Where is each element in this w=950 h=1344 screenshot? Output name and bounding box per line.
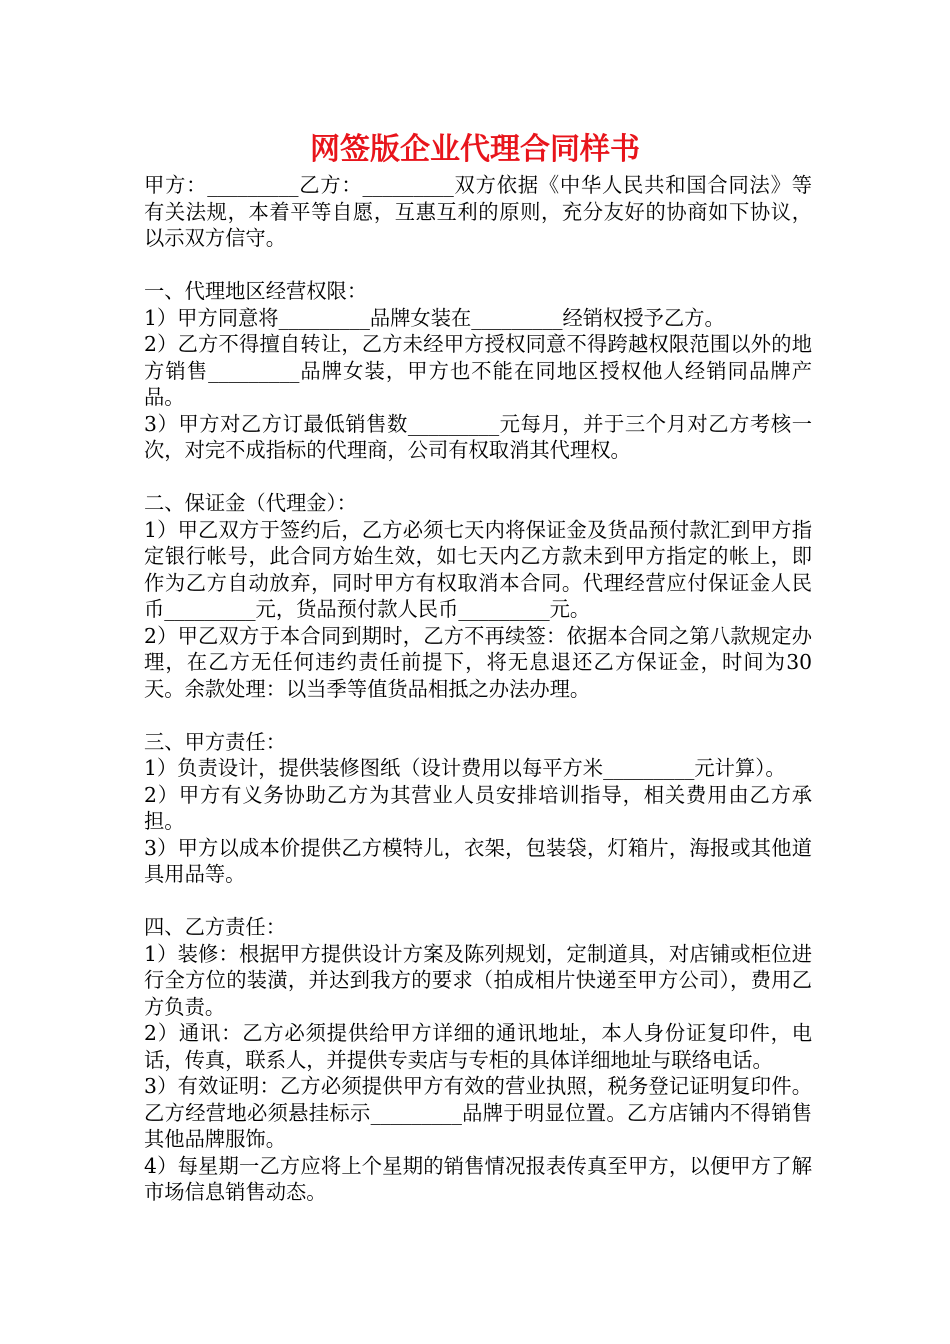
section-agency-region [144,278,812,464]
section-party-a-duties [144,729,812,888]
section-heading: 三、甲方责任： [144,729,286,754]
clause: 1）甲方同意将_________品牌女装在_________经销权授予乙方。 [144,305,725,330]
clause: 1）甲乙双方于签约后，乙方必须七天内将保证金及货品预付款汇到甲方指定银行帐号，此合同方始生效，如七天内乙方款未到甲方指定的帐上，即作为乙方自动放弃，同时甲方有权取消本合同。代理经营应付保证金人民币_________元，货品预付款人民币_________元。 [144,517,812,621]
page-title: 网签版企业代理合同样书 [310,132,640,167]
contract-body [144,172,812,1206]
clause: 1）装修：根据甲方提供设计方案及陈列规划，定制道具，对店铺或柜位进行全方位的装潢，并达到我方的要求（拍成相片快递至甲方公司），费用乙方负责。 [144,941,812,1019]
clause: 3）甲方以成本价提供乙方模特儿，衣架，包装袋，灯箱片，海报或其他道具用品等。 [144,835,812,886]
section-spacer [144,888,812,915]
section-spacer [144,464,812,491]
clause: 1）负责设计，提供装修图纸（设计费用以每平方米_________元计算）。 [144,756,786,780]
section-deposit [144,490,812,702]
section-party-b-duties [144,914,812,1206]
clause: 3）有效证明：乙方必须提供甲方有效的营业执照，税务登记证明复印件。乙方经营地必须悬挂标示_________品牌于明显位置。乙方店铺内不得销售其他品牌服饰。 [144,1074,812,1151]
section-spacer [144,702,812,729]
clause: 4）每星期一乙方应将上个星期的销售情况报表传真至甲方，以便甲方了解市场信息销售动态。 [144,1153,812,1204]
section-spacer [144,252,812,279]
clause: 3）甲方对乙方订最低销售数_________元每月，并于三个月对乙方考核一次，对完不成指标的代理商，公司有权取消其代理权。 [144,411,812,462]
clause: 2）甲方有义务协助乙方为其营业人员安排培训指导，相关费用由乙方承担。 [144,782,812,833]
clause: 2）乙方不得擅自转让，乙方未经甲方授权同意不得跨越权限范围以外的地方销售_________品牌女装，甲方也不能在同地区授权他人经销同品牌产品。 [144,332,812,409]
section-heading: 一、代理地区经营权限： [144,279,368,303]
clause: 2）通讯：乙方必须提供给甲方详细的通讯地址，本人身份证复印件，电话，传真，联系人，并提供专卖店与专柜的具体详细地址与联络电话。 [144,1021,812,1072]
section-heading: 二、保证金（代理金）： [144,491,357,515]
section-heading: 四、乙方责任： [144,915,286,939]
intro-paragraph: 甲方：_________乙方：_________双方依据《中华人民共和国合同法》等有关法规，本着平等自愿，互惠互利的原则，充分友好的协商如下协议，以示双方信守。 [144,173,812,250]
clause: 2）甲乙双方于本合同到期时，乙方不再续签：依据本合同之第八款规定办理，在乙方无任何违约责任前提下，将无息退还乙方保证金，时间为30天。余款处理：以当季等值货品相抵之办法办理。 [144,623,812,701]
